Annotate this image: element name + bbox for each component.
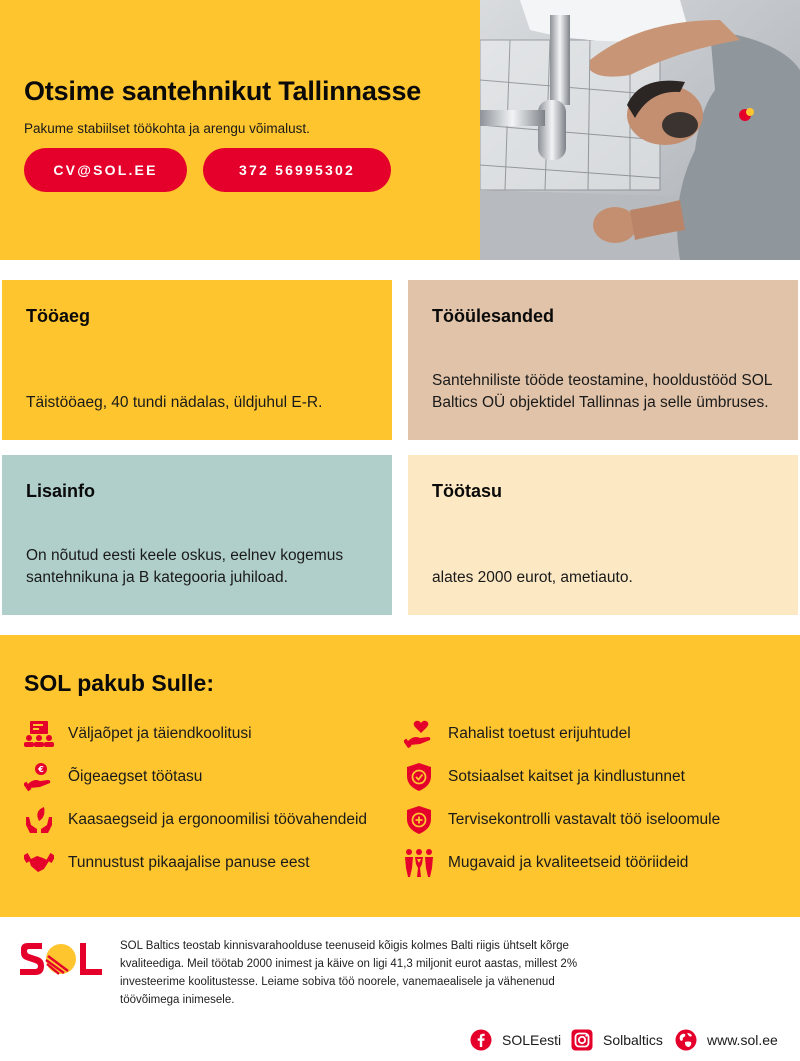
training-presentation-icon — [22, 717, 56, 751]
benefit-item — [402, 803, 720, 837]
hero-subtitle: Pakume stabiilset töökohta ja arengu võimalust. — [24, 121, 310, 136]
card-title: Tööaeg — [26, 306, 91, 326]
company-description: SOL Baltics teostab kinnisvarahoolduse teenuseid kõigis kolmes Balti riigis ühtselt kõrge kvaliteediga. Meil töötab 2000 inimest ja käive on ligi 41,3 miljonit eurot aastas, millest 2% investeerime koolitustesse. Leiame sobiva töö noorele, vanemaealisele ja vähenenud töövõimega inimesele. — [120, 940, 578, 1006]
globe-icon — [675, 1029, 697, 1051]
benefit-label: Mugavaid ja kvaliteetseid tööriideid — [448, 854, 689, 871]
benefit-item — [402, 717, 631, 751]
page-title: Otsime santehnikut Tallinnasse — [24, 76, 422, 106]
hero-photo — [480, 0, 800, 260]
benefit-item — [402, 846, 688, 880]
facebook-icon — [470, 1029, 492, 1051]
benefit-label: Sotsiaalset kaitset ja kindlustunnet — [448, 768, 685, 785]
card-title: Töötasu — [432, 481, 502, 501]
hand-heart-icon — [402, 717, 436, 751]
website-label: www.sol.ee — [707, 1032, 778, 1048]
sol-logo-icon — [18, 940, 104, 978]
instagram-link[interactable] — [571, 1028, 663, 1052]
handshake-icon — [22, 846, 56, 880]
benefit-label: Tervisekontrolli vastavalt töö iseloomule — [448, 811, 721, 828]
shield-check-icon — [402, 760, 436, 794]
instagram-label: Solbaltics — [603, 1032, 663, 1048]
benefit-label: Tunnustust pikaajalise panuse eest — [68, 854, 310, 871]
plumber-photo-illustration — [480, 0, 800, 260]
benefit-item — [22, 760, 202, 794]
card-body: alates 2000 eurot, ametiauto. — [432, 569, 633, 586]
card-body: Santehniliste tööde teostamine, hooldustööd SOL Baltics OÜ objektidel Tallinnas ja selle ümbruses. — [432, 372, 772, 411]
card-title: Tööülesanded — [432, 306, 555, 326]
card-body: Täistööaeg, 40 tundi nädalas, üldjuhul E-R. — [26, 394, 323, 411]
card-title: Lisainfo — [26, 481, 96, 501]
sol-logo[interactable] — [18, 940, 104, 978]
card-salary — [408, 455, 798, 615]
card-additional-info — [2, 455, 392, 615]
card-body: On nõutud eesti keele oskus, eelnev kogemus santehnikuna ja B kategooria juhiload. — [26, 547, 344, 586]
benefit-item — [402, 760, 685, 794]
hero-panel — [0, 0, 480, 260]
benefits-title: SOL pakub Sulle: — [24, 670, 214, 696]
benefit-item — [22, 803, 367, 837]
hand-euro-coin-icon — [22, 760, 56, 794]
email-button[interactable]: CV@SOL.EE — [24, 148, 187, 192]
svg-text:€: € — [38, 765, 44, 774]
shield-plus-icon — [402, 803, 436, 837]
hands-plant-icon — [22, 803, 56, 837]
benefits-section — [0, 635, 800, 917]
benefit-item — [22, 846, 310, 880]
people-group-icon — [402, 846, 436, 880]
facebook-link[interactable] — [470, 1028, 561, 1052]
benefit-label: Rahalist toetust erijuhtudel — [448, 725, 631, 742]
benefit-item — [22, 717, 252, 751]
benefit-label: Õigeaegset töötasu — [68, 768, 203, 785]
phone-button[interactable]: 372 56995302 — [203, 148, 391, 192]
instagram-icon — [571, 1029, 593, 1051]
hero-section — [0, 0, 800, 260]
card-working-hours — [2, 280, 392, 440]
card-job-duties — [408, 280, 798, 440]
benefit-label: Kaasaegseid ja ergonoomilisi töövahendeid — [68, 811, 368, 828]
benefit-label: Väljaõpet ja täiendkoolitusi — [68, 725, 252, 742]
website-link[interactable] — [675, 1028, 778, 1052]
facebook-label: SOLEesti — [502, 1032, 562, 1048]
